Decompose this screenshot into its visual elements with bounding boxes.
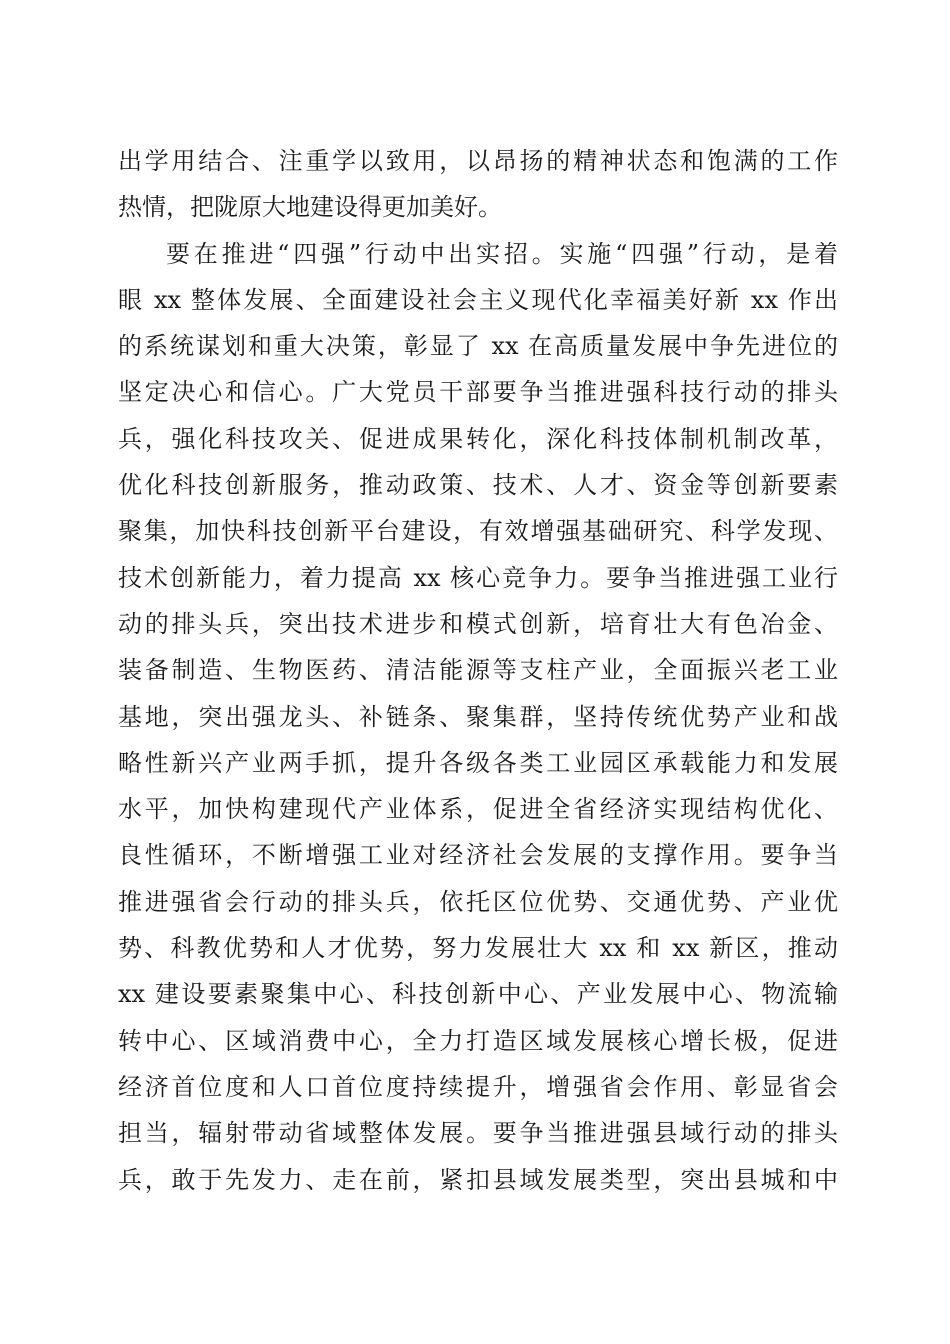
text-line: 良性循环，不断增强工业对经济社会发展的支撑作用。要争当: [118, 841, 838, 870]
text-line: 坚定决心和信心。广大党员干部要争当推进强科技行动的排头: [118, 378, 838, 407]
text-line: 热情，把陇原大地建设得更加美好。: [118, 193, 502, 222]
text-line: 要在推进“四强”行动中出实招。实施“四强”行动，是着: [166, 239, 838, 268]
text-line: 兵，敢于先发力、走在前，紧扣县域发展类型，突出县城和中: [118, 1165, 838, 1194]
text-line: 水平，加快构建现代产业体系，促进全省经济实现结构优化、: [118, 795, 838, 824]
text-line: 的系统谋划和重大决策，彰显了 xx 在高质量发展中争先进位的: [118, 332, 838, 361]
body-text: [118, 138, 838, 1203]
text-line: 基地，突出强龙头、补链条、聚集群，坚持传统优势产业和战: [118, 702, 838, 731]
text-line: xx 建设要素聚集中心、科技创新中心、产业发展中心、物流输: [118, 980, 838, 1009]
text-line: 技术创新能力，着力提高 xx 核心竞争力。要争当推进强工业行: [118, 563, 838, 592]
text-line: 眼 xx 整体发展、全面建设社会主义现代化幸福美好新 xx 作出: [118, 285, 838, 314]
text-line: 担当，辐射带动省域整体发展。要争当推进强县域行动的排头: [118, 1119, 838, 1148]
text-line: 出学用结合、注重学以致用，以昂扬的精神状态和饱满的工作: [118, 147, 838, 175]
text-line: 推进强省会行动的排头兵，依托区位优势、交通优势、产业优: [118, 887, 838, 916]
text-line: 优化科技创新服务，推动政策、技术、人才、资金等创新要素: [118, 471, 838, 500]
text-line: 动的排头兵，突出技术进步和模式创新，培育壮大有色冶金、: [118, 609, 838, 638]
text-line: 装备制造、生物医药、清洁能源等支柱产业，全面振兴老工业: [118, 656, 838, 685]
text-line: 聚集，加快科技创新平台建设，有效增强基础研究、科学发现、: [118, 517, 838, 546]
text-line: 兵，强化科技攻关、促进成果转化，深化科技体制机制改革，: [118, 424, 838, 453]
text-line: 经济首位度和人口首位度持续提升，增强省会作用、彰显省会: [118, 1072, 838, 1101]
text-line: 势、科教优势和人才优势，努力发展壮大 xx 和 xx 新区，推动: [118, 934, 838, 963]
text-line: 略性新兴产业两手抓，提升各级各类工业园区承载能力和发展: [118, 748, 838, 777]
text-line: 转中心、区域消费中心，全力打造区域发展核心增长极，促进: [118, 1026, 838, 1055]
